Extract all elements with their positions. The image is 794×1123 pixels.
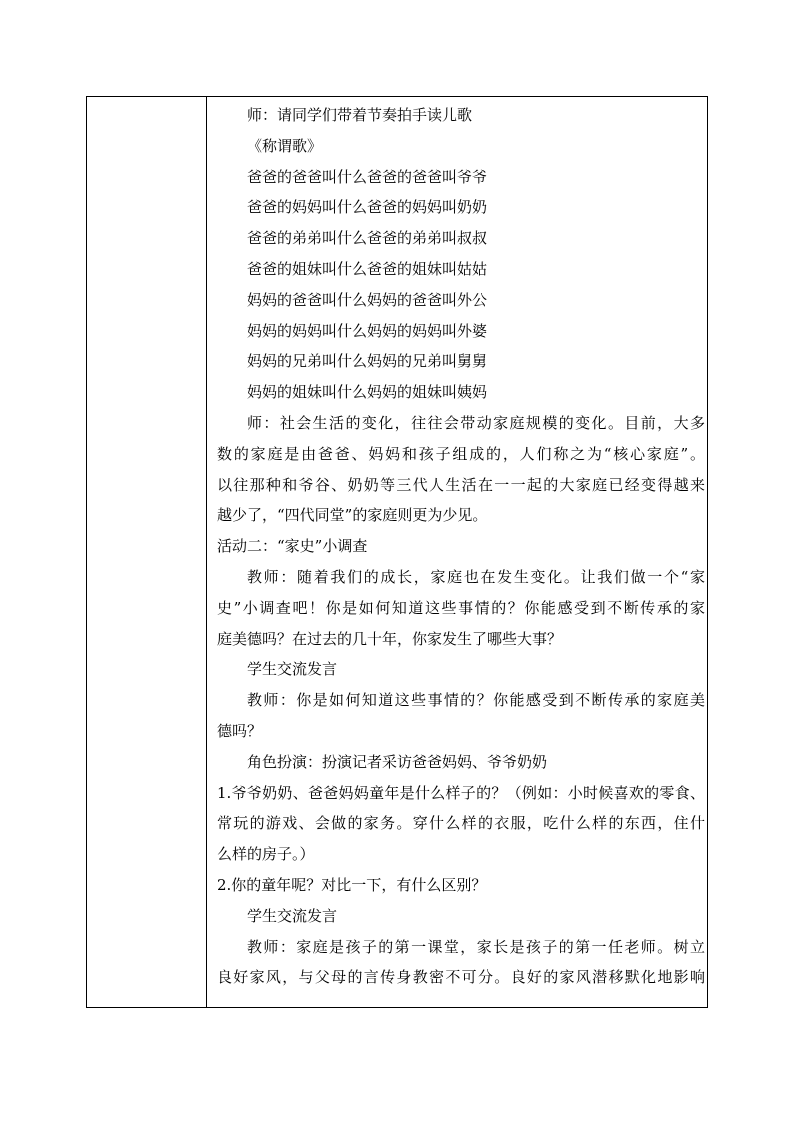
- paragraph-line: 史”小调查吧！你是如何知道这些事情的？你能感受到不断传承的家: [217, 598, 705, 617]
- song-line: 妈妈的兄弟叫什么妈妈的兄弟叫舅舅: [247, 352, 488, 371]
- question-line: 1.爷爷奶奶、爸爸妈妈童年是什么样子的？（例如：小时候喜欢的零食、: [217, 783, 705, 802]
- song-line: 爸爸的弟弟叫什么爸爸的弟弟叫叔叔: [247, 229, 488, 248]
- left-column-cell: [87, 97, 207, 1007]
- lesson-content: [217, 100, 705, 993]
- song-line: 妈妈的姐妹叫什么妈妈的姐妹叫姨妈: [247, 383, 488, 402]
- student-activity: 学生交流发言: [247, 660, 338, 679]
- right-column-cell: [208, 97, 707, 1007]
- paragraph-line: 良好家风，与父母的言传身教密不可分。良好的家风潜移默化地影响: [217, 968, 705, 987]
- paragraph-line: 越少了，“四代同堂”的家庭则更为少见。: [217, 506, 488, 525]
- paragraph-line: 数的家庭是由爸爸、妈妈和孩子组成的，人们称之为“核心家庭”。: [217, 444, 705, 463]
- paragraph-line: 师：社会生活的变化，往往会带动家庭规模的变化。目前，大多: [247, 413, 705, 432]
- paragraph-line: 教师：你是如何知道这些事情的？你能感受到不断传承的家庭美: [247, 691, 705, 710]
- activity-heading: 活动二：“家史”小调查: [217, 537, 368, 556]
- song-line: 妈妈的爸爸叫什么妈妈的爸爸叫外公: [247, 290, 488, 309]
- song-title: 《称谓歌》: [247, 136, 323, 155]
- paragraph-line: 庭美德吗？在过去的几十年，你家发生了哪些大事？: [217, 629, 563, 648]
- paragraph-line: 教师：随着我们的成长，家庭也在发生变化。让我们做一个“家: [247, 567, 705, 586]
- question-line: 么样的房子。）: [217, 845, 315, 864]
- song-line: 爸爸的姐妹叫什么爸爸的姐妹叫姑姑: [247, 259, 488, 278]
- question-line: 常玩的游戏、会做的家务。穿什么样的衣服，吃什么样的东西，住什: [217, 814, 705, 833]
- paragraph-line: 德吗？: [217, 721, 263, 740]
- paragraph-line: 以往那种和爷谷、奶奶等三代人生活在一一起的大家庭已经变得越来: [217, 475, 705, 494]
- lesson-table: [86, 96, 708, 1008]
- teacher-instruction: 师：请同学们带着节奏拍手读儿歌: [247, 106, 473, 124]
- song-line: 妈妈的妈妈叫什么妈妈的妈妈叫外婆: [247, 321, 488, 340]
- question-line: 2.你的童年呢？对比一下，有什么区别？: [217, 875, 487, 894]
- song-line: 爸爸的妈妈叫什么爸爸的妈妈叫奶奶: [247, 198, 488, 217]
- paragraph-line: 教师：家庭是孩子的第一课堂，家长是孩子的第一任老师。树立: [247, 937, 705, 956]
- student-activity: 学生交流发言: [247, 906, 338, 925]
- role-play-heading: 角色扮演：扮演记者采访爸爸妈妈、爷爷奶奶: [247, 752, 548, 771]
- song-line: 爸爸的爸爸叫什么爸爸的爸爸叫爷爷: [247, 167, 488, 186]
